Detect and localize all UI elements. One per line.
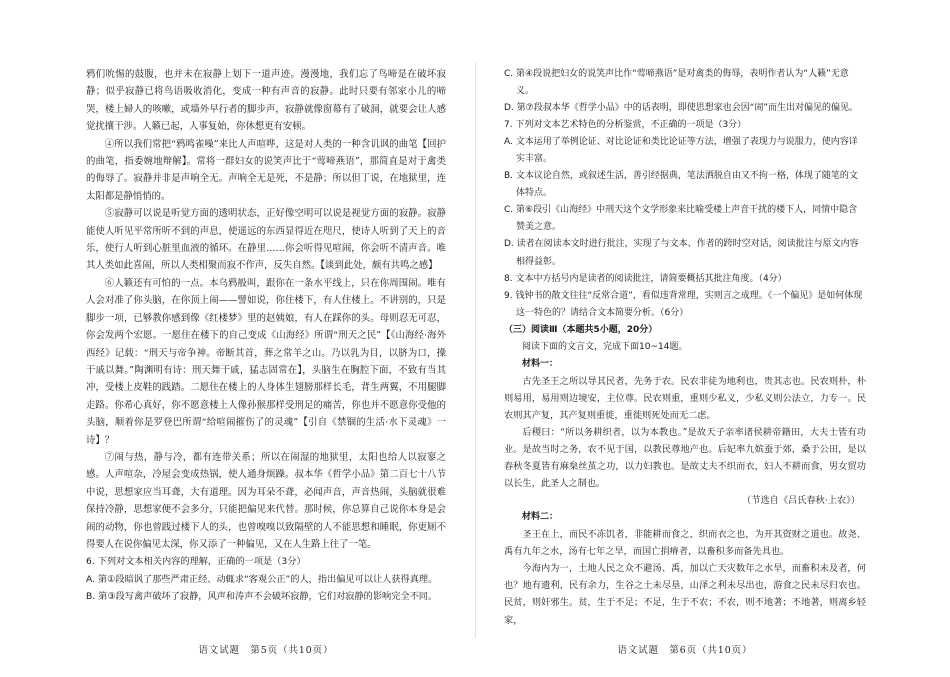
question-7-stem: 7. 下列对文本艺术特色的分析鉴赏，不正确的一项是（3分） xyxy=(504,120,747,131)
passage-paragraph-1: 鸦们吮惕的鼓腹，也并未在寂静上划下一道声迹。漫漫地，我们忘了鸟啼是在破坏寂静；似乎寂静已将鸟语吸收消化，变成一种有声音的寂静。此时只要有邻家小儿的啼哭，楼上婦人的咳嗽，或墙外早行者的脚步声，寂静就像窗幕有了破洞，就要会让人感觉扰攘干涉。人籁已起，人事复始，你休想更有安顿。 xyxy=(86,69,446,133)
material-2-paragraph-1: 圣王在上，而民不冻饥者，非能耕而食之，织而衣之也，为开其资财之道也。故尧、禹有九年之水，汤有七年之旱，而国亡捐瘠者，以畜积多而备先具也。 xyxy=(504,529,866,558)
passage-paragraph-7: ⑦闹与热，静与冷，都有连带关系；所以在闹湿的地狱里，太阳也给人以寂寥之感。人声喧杂，冷屋会变成热锅，使人通身烦躁。叔本华《哲学小品》第二百七十八节中说，思想家应当耳聋，大有道理。因为耳朵不聋，必闻声音，声音热闹，头脑就很难保持冷静，思想家便不会多分，只能把偏见来代替。那时候，你总算自己说你本身是会闹的动物，你也曾践过楼下人的头，也曾嗅嗅以致隔壁的人不能思想和睡眠，你更厕不得要人在说你偏见太深，你又添了一种偏见，又在人生路上往了一笔。 xyxy=(86,451,446,550)
question-7-option-b: B. 文本议论自然，或叙述生活，善引经据典，笔法洒脱自由又不拘一格，体现了随笔的文体特点。 xyxy=(504,171,858,199)
right-column xyxy=(504,66,866,629)
left-column xyxy=(86,66,446,606)
question-7-option-c: C. 第⑥段引《山海经》中刑天这个文学形象来比喻受楼上声音干扰的楼下人，同情中隐含赞美之意。 xyxy=(504,205,858,233)
question-7-option-a: A. 文本运用了举例论证、对比论证和类比论证等方法，增强了表现力与说服力，使内容详实丰富。 xyxy=(504,137,858,165)
question-7-option-d: D. 读者在阅读本文时进行批注，实现了与文本、作者的跨时空对话，阅读批注与原文内容相得益彰。 xyxy=(504,239,859,267)
page-footer-left: 语文试题 第5页（共10页） xyxy=(198,645,334,656)
question-9: 9. 钱钟书的散文往往“反常合道”，看似违背常理，实则言之成理。《一个偏见》是如何体现这一特色的？请结合文本简要分析。（6分） xyxy=(504,290,863,318)
material-1-paragraph-2: 后稷曰：“所以务耕织者，以为本教也。”是故天子亲率诸侯耕帝籍田，大夫士皆有功业。是故当时之务，农不见于国，以教民尊地产也。后妃率九嫔蚕于郊，桑于公田，是以春秋冬夏皆有麻枲丝茧之功，以力妇教也。是故丈夫不织而衣，妇人不耕而食，男女贸功以长生，此圣人之制也。 xyxy=(504,426,866,490)
question-8: 8. 文本中方括号内是读者的阅读批注，请简要概括其批注角度。（4分） xyxy=(504,273,787,284)
question-6-stem: 6. 下列对文本相关内容的理解，正确的一项是（3分） xyxy=(86,556,306,568)
question-6-option-c: C. 第④段说把妇女的说笑声比作“莺啼燕语”是对禽类的侮辱，表明作者认为“人籁”无意义。 xyxy=(504,69,849,97)
left-page xyxy=(86,0,446,677)
passage-paragraph-5: ⑤寂静可以说是听觉方面的透明状态，正好像空明可以说是视觉方面的寂静。寂静能使人听见平常所听不到的声息，使遥远的东西显得近在咫尺，使诗人听到了天上的音乐，使行人听到心脏里血液的循环。在静里……你会听得见喧闹，你会听不清声音。唯其人类如此喜闹，所以人类相聚而寂不作声，反失自然。【谈到此处，颇有共鸣之感】 xyxy=(86,208,446,272)
question-6-option-b: B. 第③段写禽声破坏了寂静，风声和涛声不会破坏寂静，它们对寂静的影响完全不同。 xyxy=(86,591,438,603)
material-1-source: （节选自《吕氏春秋·上农》） xyxy=(742,495,860,507)
section-3-heading: （三）阅读Ⅲ（本题共5小题，20分） xyxy=(504,324,658,335)
section-3-instruction: 阅读下面的文言文，完成下面10~14题。 xyxy=(522,341,688,352)
material-2-paragraph-2: 今海内为一，土地人民之众不避汤、禹，加以亡天灾数年之水旱，而畜积未及者，何也？地有遗利，民有余力，生谷之土未尽垦，山泽之利未尽出也，游食之民未尽归农也。民贫，则奸邪生。贫，生于不足；不足，生于不农；不农，则不地著；不地著，则离乡轻家， xyxy=(504,563,866,626)
material-1-paragraph-1: 古先圣王之所以导其民者，先务于农。民农非徒为地利也，贵其志也。民农则朴，朴则易用，易用则边境安，主位尊。民农则重，重则少私义，少私义则公法立，力专一。民农则其产复，其产复则重徙，重徙则死处而无二虑。 xyxy=(504,375,866,421)
question-6-option-d: D. 第⑦段叔本华《哲学小品》中的话表明，即使思想家也会因“闹”而生出对偏见的偏见。 xyxy=(504,103,859,114)
material-1-label: 材料一： xyxy=(522,358,559,369)
question-6-option-a: A. 第①段暗讽了那些严肃正经、动辄求“客观公正”的人，指出偏见可以让人获得真理。 xyxy=(86,573,438,585)
page-divider xyxy=(475,62,476,638)
page-footer-right: 语文试题 第6页（共10页） xyxy=(617,645,753,656)
material-2-label: 材料二： xyxy=(522,512,559,523)
passage-paragraph-6: ⑥人籁还有可怕的一点。本乌鸦般叫，跟你在一条水平线上，只在你周围闹。唯有人会对准了你头脑，在你顶上闹——譬如说，你住楼下，有人住楼上。不讲别的，只是脚步一项，已够教你感到像《红楼梦》里的赵姨娘，有人在踩你的头。母则忍无可忍，你会发两个宏愿。一愿住在楼下的自己变成《山海经》所谓“刑天之民”【《山海经·海外西经》记载：“刑天与帝争神。帝断其首，葬之常羊之山。乃以乳为目，以脐为口，操干戚以舞。”陶渊明有诗：刑天舞干戚，猛志固常在】，头脑生在胸腔下面，不致有当其冲，受楼上皮鞋的践踏。二愿住在楼上的人身体生翅膀那样长毛，背生两翼，不用腿脚走路。你希心真好，你不愿意楼上人像孙猴那样受刑足的痛苦，你也并不愿意你受他的头脑，顺着你是罗登巴所谓“给喧闹摧伤了的灵魂”【引自《禁锢的生活·水下灵魂》一诗】？ xyxy=(86,277,446,446)
passage-paragraph-4: ④所以我们常把“鸦鸣雀噪”来比人声喧哗，这是对人类的一种含讥讽的曲笔【回护的曲笔，指委婉地辩解】。常将一群妇女的说笑声比于“莺啼燕语”，那简直是对于禽类的侮辱了。寂静并非是声响全无。声响全无是死，不是静；所以但丁说，在地狱里，连太阳都是静悄悄的。 xyxy=(86,138,446,202)
right-page xyxy=(504,0,866,677)
